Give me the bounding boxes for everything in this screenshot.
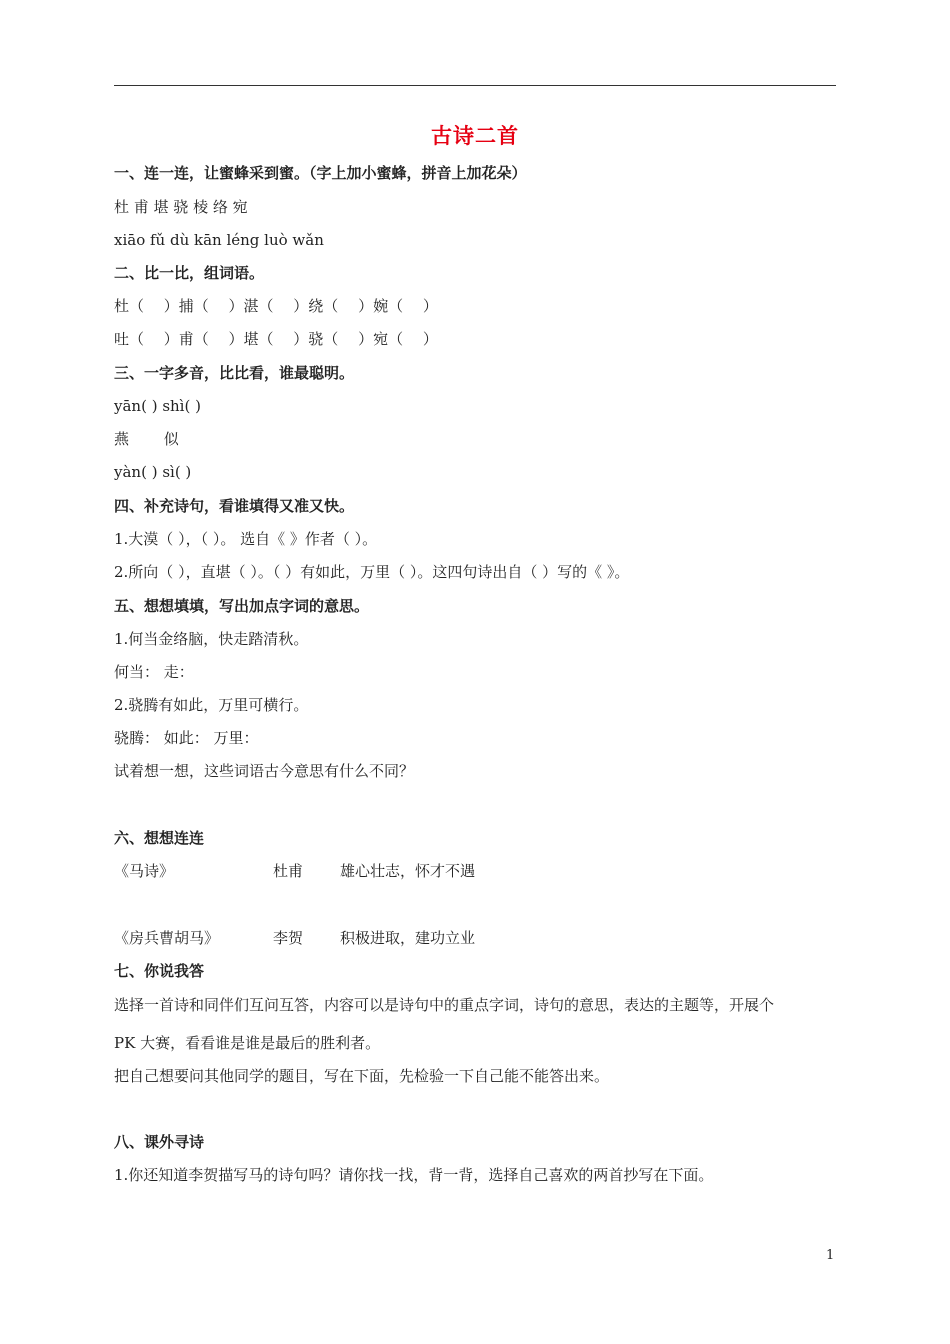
s1-chars: 杜 甫 堪 骁 棱 络 宛: [114, 198, 248, 216]
header-rule: [114, 85, 836, 86]
section-2-heading: 二、比一比，组词语。: [114, 264, 265, 282]
s8-q1: 1.你还知道李贺描写马的诗句吗？请你找一找，背一背，选择自己喜欢的两首抄写在下面。: [114, 1166, 714, 1184]
s1-pinyin: xiāo fǔ dù kān léng luò wǎn: [114, 231, 324, 249]
s7-p2: 把自己想要问其他同学的题目，写在下面，先检验一下自己能不能答出来。: [114, 1067, 610, 1085]
section-6-heading: 六、想想连连: [114, 829, 205, 847]
page-number: 1: [826, 1248, 835, 1263]
s4-q2: 2.所向（ ），直堪（ ）。（ ）有如此，万里（ ）。这四句诗出自（ ）写的《 》。: [114, 563, 630, 581]
s5-q2: 2.骁腾有如此，万里可横行。: [114, 696, 309, 714]
s6-author-1: 杜甫: [273, 862, 304, 880]
s6-author-2: 李贺: [273, 929, 304, 947]
s6-poem-1: 《马诗》: [114, 862, 175, 880]
s4-q1: 1.大漠（ ），（ ）。 选自《 》作者（ ）。: [114, 530, 378, 548]
section-4-heading: 四、补充诗句，看谁填得又准又快。: [114, 497, 355, 515]
s7-p1-line2: PK 大赛，看看谁是谁是最后的胜利者。: [114, 1034, 381, 1052]
s6-theme-2: 积极进取，建功立业: [340, 929, 476, 947]
s3-line1: yān( ) shì( ): [114, 397, 201, 415]
s6-theme-1: 雄心壮志，怀才不遇: [340, 862, 476, 880]
section-3-heading: 三、一字多音，比比看，谁最聪明。: [114, 364, 355, 382]
s5-q1: 1.何当金络脑，快走踏清秋。: [114, 630, 309, 648]
section-5-heading: 五、想想填填，写出加点字词的意思。: [114, 597, 370, 615]
section-8-heading: 八、课外寻诗: [114, 1133, 205, 1151]
section-7-heading: 七、你说我答: [114, 962, 205, 980]
s5-q1-answers: 何当： 走：: [114, 663, 194, 681]
section-1-heading: 一、连一连，让蜜蜂采到蜜。（字上加小蜜蜂，拼音上加花朵）: [114, 164, 527, 182]
s5-q3: 试着想一想，这些词语古今意思有什么不同？: [114, 762, 415, 780]
s6-poem-2: 《房兵曹胡马》: [114, 929, 220, 947]
s7-p1-line1: 选择一首诗和同伴们互问互答，内容可以是诗句中的重点字词，诗句的意思，表达的主题等，开展个: [114, 996, 775, 1014]
s3-line2: 燕 似: [114, 430, 179, 448]
s2-row1: 杜（ ）捕（ ）湛（ ）绕（ ）婉（ ）: [114, 297, 438, 315]
s3-line3: yàn( ) sì( ): [114, 463, 192, 481]
s5-q2-answers: 骁腾： 如此： 万里：: [114, 729, 259, 747]
page-title: 古诗二首: [431, 123, 519, 148]
s2-row2: 吐（ ）甫（ ）堪（ ）骁（ ）宛（ ）: [114, 330, 438, 348]
